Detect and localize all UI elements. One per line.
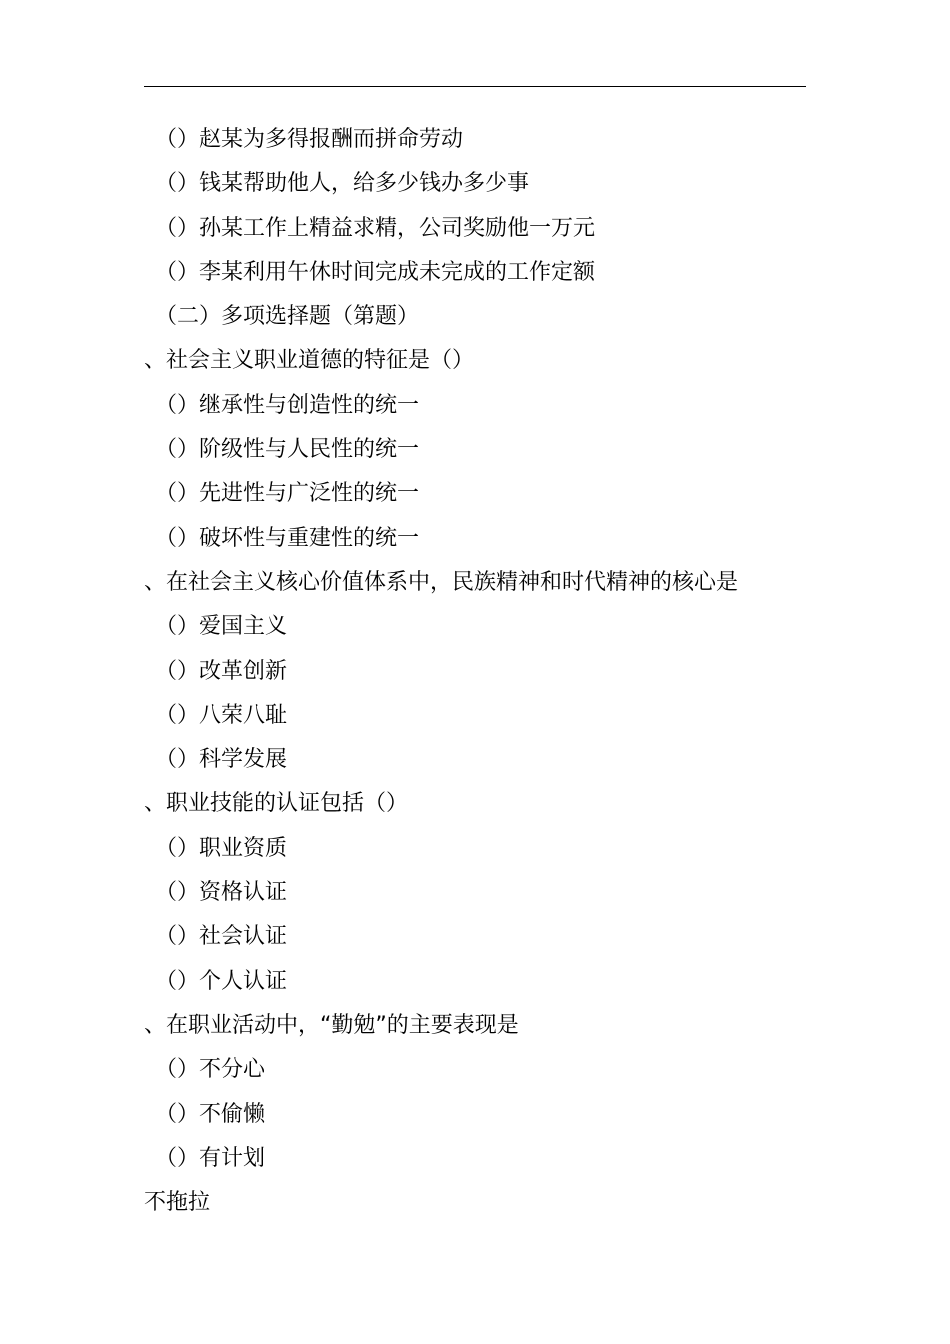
option-line: （）科学发展 [155, 747, 288, 773]
option-line: （）有计划 [155, 1145, 266, 1171]
question-line: 、在职业活动中，“勤勉”的主要表现是 [144, 1012, 519, 1038]
option-line: （）社会认证 [155, 924, 288, 950]
text-line: 不拖拉 [144, 1190, 211, 1216]
option-line: （）孙某工作上精益求精，公司奖励他一万元 [155, 215, 596, 241]
option-line: （）改革创新 [155, 658, 288, 684]
option-line: （）继承性与创造性的统一 [155, 392, 420, 418]
option-line: （）钱某帮助他人，给多少钱办多少事 [155, 171, 530, 197]
option-line: （）阶级性与人民性的统一 [155, 437, 420, 463]
option-line: （）不分心 [155, 1057, 266, 1083]
header-rule [144, 86, 806, 87]
option-line: （）资格认证 [155, 880, 288, 906]
document-body [144, 118, 824, 1225]
question-line: 、在社会主义核心价值体系中，民族精神和时代精神的核心是 [144, 569, 739, 595]
option-line: （）先进性与广泛性的统一 [155, 481, 420, 507]
question-line: 、社会主义职业道德的特征是（） [144, 348, 475, 374]
section-heading: （二）多项选择题（第题） [155, 304, 420, 330]
option-line: （）不偷懒 [155, 1101, 266, 1127]
option-line: （）八荣八耻 [155, 702, 288, 728]
option-line: （）个人认证 [155, 968, 288, 994]
option-line: （）破坏性与重建性的统一 [155, 525, 420, 551]
option-line: （）职业资质 [155, 835, 288, 861]
option-line: （）爱国主义 [155, 614, 288, 640]
option-line: （）李某利用午休时间完成未完成的工作定额 [155, 259, 596, 285]
option-line: （）赵某为多得报酬而拼命劳动 [155, 127, 464, 152]
question-line: 、职业技能的认证包括（） [144, 791, 409, 817]
